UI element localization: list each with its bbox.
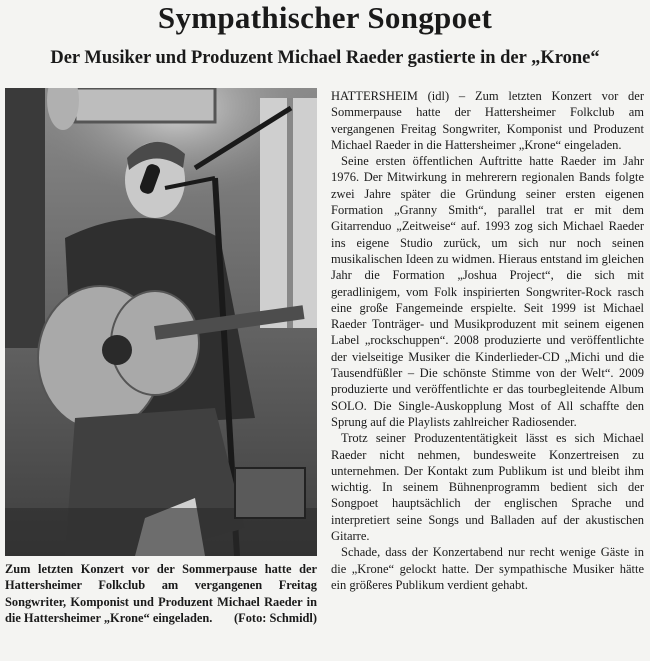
article-paragraph: Trotz seiner Produzententätigkeit lässt es sich Michael Raeder nicht nehmen, bundesweite Konzertreisen zu unternehmen. Der Kontakt zum Publikum ist und bleibt ihm wichtig. In seinem Bühnenprogramm bedient sich der Songpoet hauptsächlich der englischen Sprache und interpretiert seine Songs und Balladen auf der akustischen Gitarre. xyxy=(331,431,644,544)
article-body xyxy=(331,88,644,593)
photo-caption xyxy=(5,561,317,627)
article-paragraph: HATTERSHEIM (idl) – Zum letzten Konzert vor der Sommerpause hatte der Hattersheimer Folkclub am vergangenen Freitag Songwriter, Komponist und Produzent Michael Raeder in die Hattersheimer „Krone“ eingeladen. xyxy=(331,89,644,152)
article-paragraph: Seine ersten öffentlichen Auftritte hatte Raeder im Jahr 1976. Der Mitwirkung in mehrerern regionalen Bands folgte zwei Jahre später die Gründung seiner ersten eigenen Formation „Granny Smith“, parallel trat er mit dem Gitarrenduo „Zeitweise“ auf. 1993 zog sich Michael Raeder ins eigene Studio zurück, um sich nur noch seinen musikalischen Ideen zu widmen. Hieraus entstand im gleichen Jahr die Formation „Joshua Project“, die sich mit geradlinigem, vom Folk inspirierten Songwriter-Rock rasch eine große Fangemeinde erspielte. Seit 1999 ist Michael Raeder Tonträger- und Musikproduzent mit seinem eigenen Label „rockschuppen“. 2008 produzierte und veröffentlichte der vielseitige Musiker die Kinderlieder-CD „Michi und die Tausendfüßler – Die schönste Stimme von der Welt“. 2009 produzierte und veröffentlichte er das tourbegleitende Album SOLO. Die Single-Auskopplung Most of All schaffte den Sprung auf die Playlists zahlreicher Radiosender. xyxy=(331,154,644,429)
photo-credit: (Foto: Schmidl) xyxy=(234,611,317,626)
photo-musician-guitar-icon xyxy=(5,88,317,556)
article-photo xyxy=(5,88,317,556)
headline: Sympathischer Songpoet xyxy=(157,0,493,35)
caption-text: Zum letzten Konzert vor der Sommerpause hatte der Hattersheimer Folkclub am vergangenen Freitag Songwriter, Komponist und Produzent Michael Raeder in die Hattersheimer „Krone“ eingeladen. xyxy=(5,562,317,626)
article-paragraph: Schade, dass der Konzertabend nur recht wenige Gäste in die „Krone“ gelockt hatte. Der sympathische Musiker hätte ein größeres Publikum verdient gehabt. xyxy=(331,545,644,592)
subheadline: Der Musiker und Produzent Michael Raeder gastierte in der „Krone“ xyxy=(50,48,600,68)
